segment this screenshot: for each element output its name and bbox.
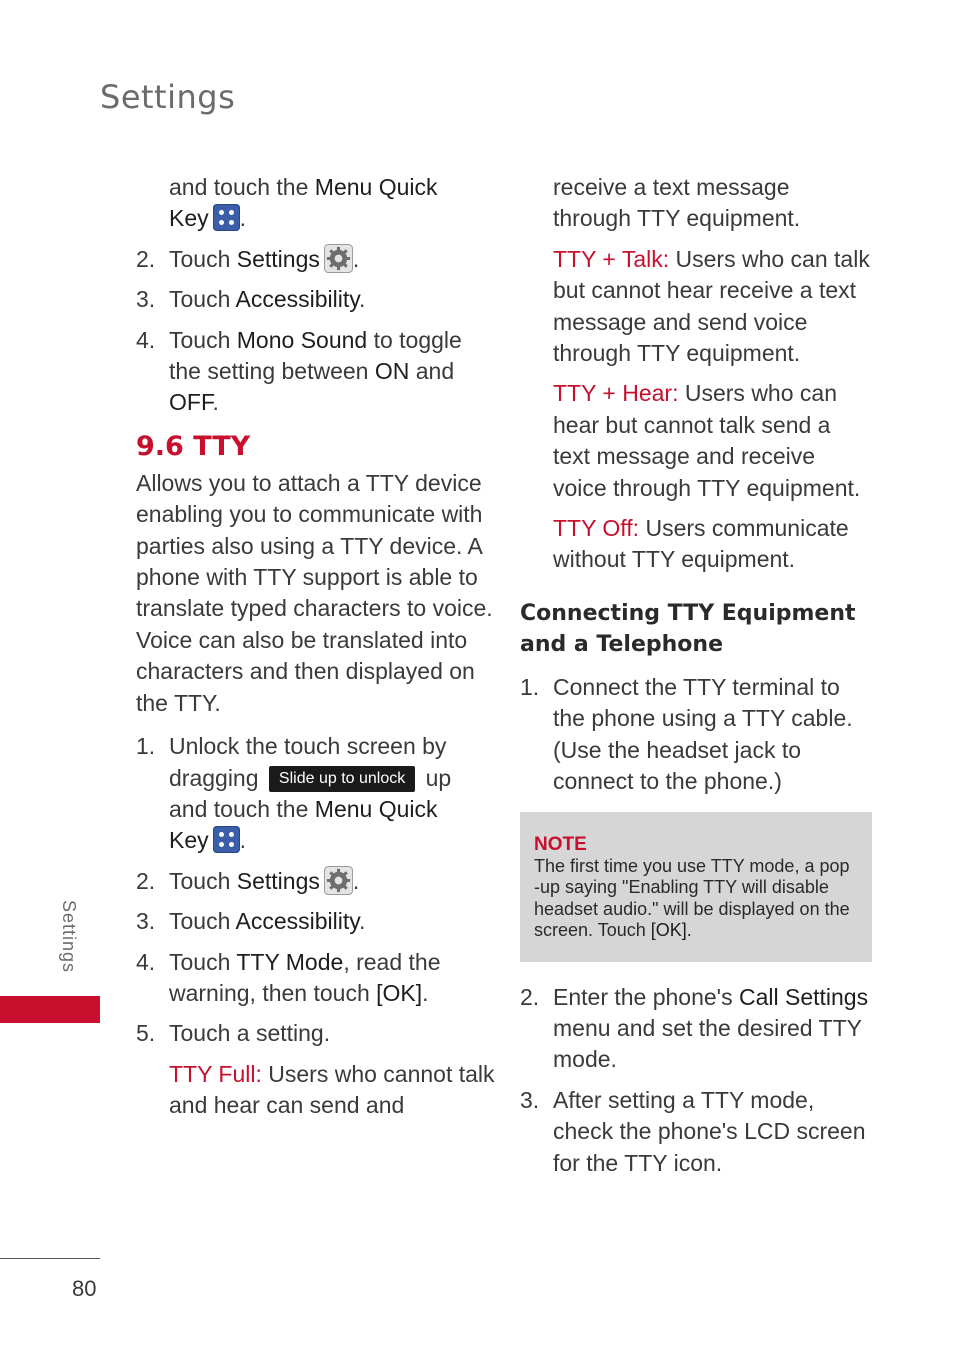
list-item: 3. After setting a TTY mode, check the phone's LCD screen for the TTY icon. (520, 1086, 866, 1176)
list-item: 4. Touch Mono Sound to toggle the setting between ON and OFF. (136, 326, 462, 416)
side-section-tab (0, 996, 100, 1023)
settings-gear-icon (324, 866, 353, 895)
list-item: 5. Touch a setting. (136, 1020, 331, 1047)
list-item: 3. Touch Accessibility. (136, 908, 366, 935)
side-section-label: Settings (59, 900, 79, 974)
slide-to-unlock-bar: Slide up to unlock (269, 766, 415, 792)
section-title: 9.6 TTY (136, 430, 251, 462)
page-number: 80 (72, 1276, 97, 1301)
note-text: The first time you use TTY mode, a pop -up saying "Enabling TTY will disable headset audio." will be displayed on the screen. Touch [OK]. (534, 855, 850, 940)
tty-full-description: TTY Full: Users who cannot talk and hear can send and (169, 1060, 495, 1119)
subsection-heading: Connecting TTY Equipment and a Telephone (520, 600, 856, 657)
menu-quick-key-icon (213, 826, 240, 853)
tty-off-description: TTY Off: Users communicate without TTY equipment. (553, 515, 849, 573)
list-item: 2. Touch Settings . (136, 245, 360, 272)
list-item: 2. Enter the phone's Call Settings menu and set the desired TTY mode. (520, 983, 869, 1073)
left-column (136, 172, 496, 1131)
right-column (520, 172, 872, 1188)
list-item: 1. Unlock the touch screen by dragging Slide up to unlock up and touch the Menu Quick Key . (136, 733, 452, 854)
list-item: 2. Touch Settings . (136, 867, 360, 894)
note-box (520, 812, 872, 962)
settings-gear-icon (324, 244, 353, 273)
tty-talk-description: TTY + Talk: Users who can talk but cannot hear receive a text message and send voice through TTY equipment. (553, 245, 870, 367)
list-item: 3. Touch Accessibility. (136, 286, 366, 313)
menu-quick-key-icon (213, 204, 240, 231)
page-header-title: Settings (100, 78, 236, 116)
continued-step-text: and touch the Menu Quick Key . (169, 174, 438, 232)
footer-divider (0, 1258, 100, 1259)
tty-full-continued: receive a text message through TTY equipment. (553, 174, 801, 232)
list-item: 1. Connect the TTY terminal to the phone using a TTY cable. (Use the headset jack to connect to the phone.) (520, 673, 853, 795)
list-item: 4. Touch TTY Mode, read the warning, then touch [OK]. (136, 948, 441, 1006)
note-label: NOTE (534, 833, 587, 855)
section-intro: Allows you to attach a TTY device enabling you to communicate with parties also using a TTY device. A phone with TTY support is able to translate typed characters to voice. Voice can also be translated into characters and then displayed on the TTY. (136, 469, 493, 716)
tty-hear-description: TTY + Hear: Users who can hear but cannot talk send a text message and receive voice through TTY equipment. (553, 380, 861, 501)
